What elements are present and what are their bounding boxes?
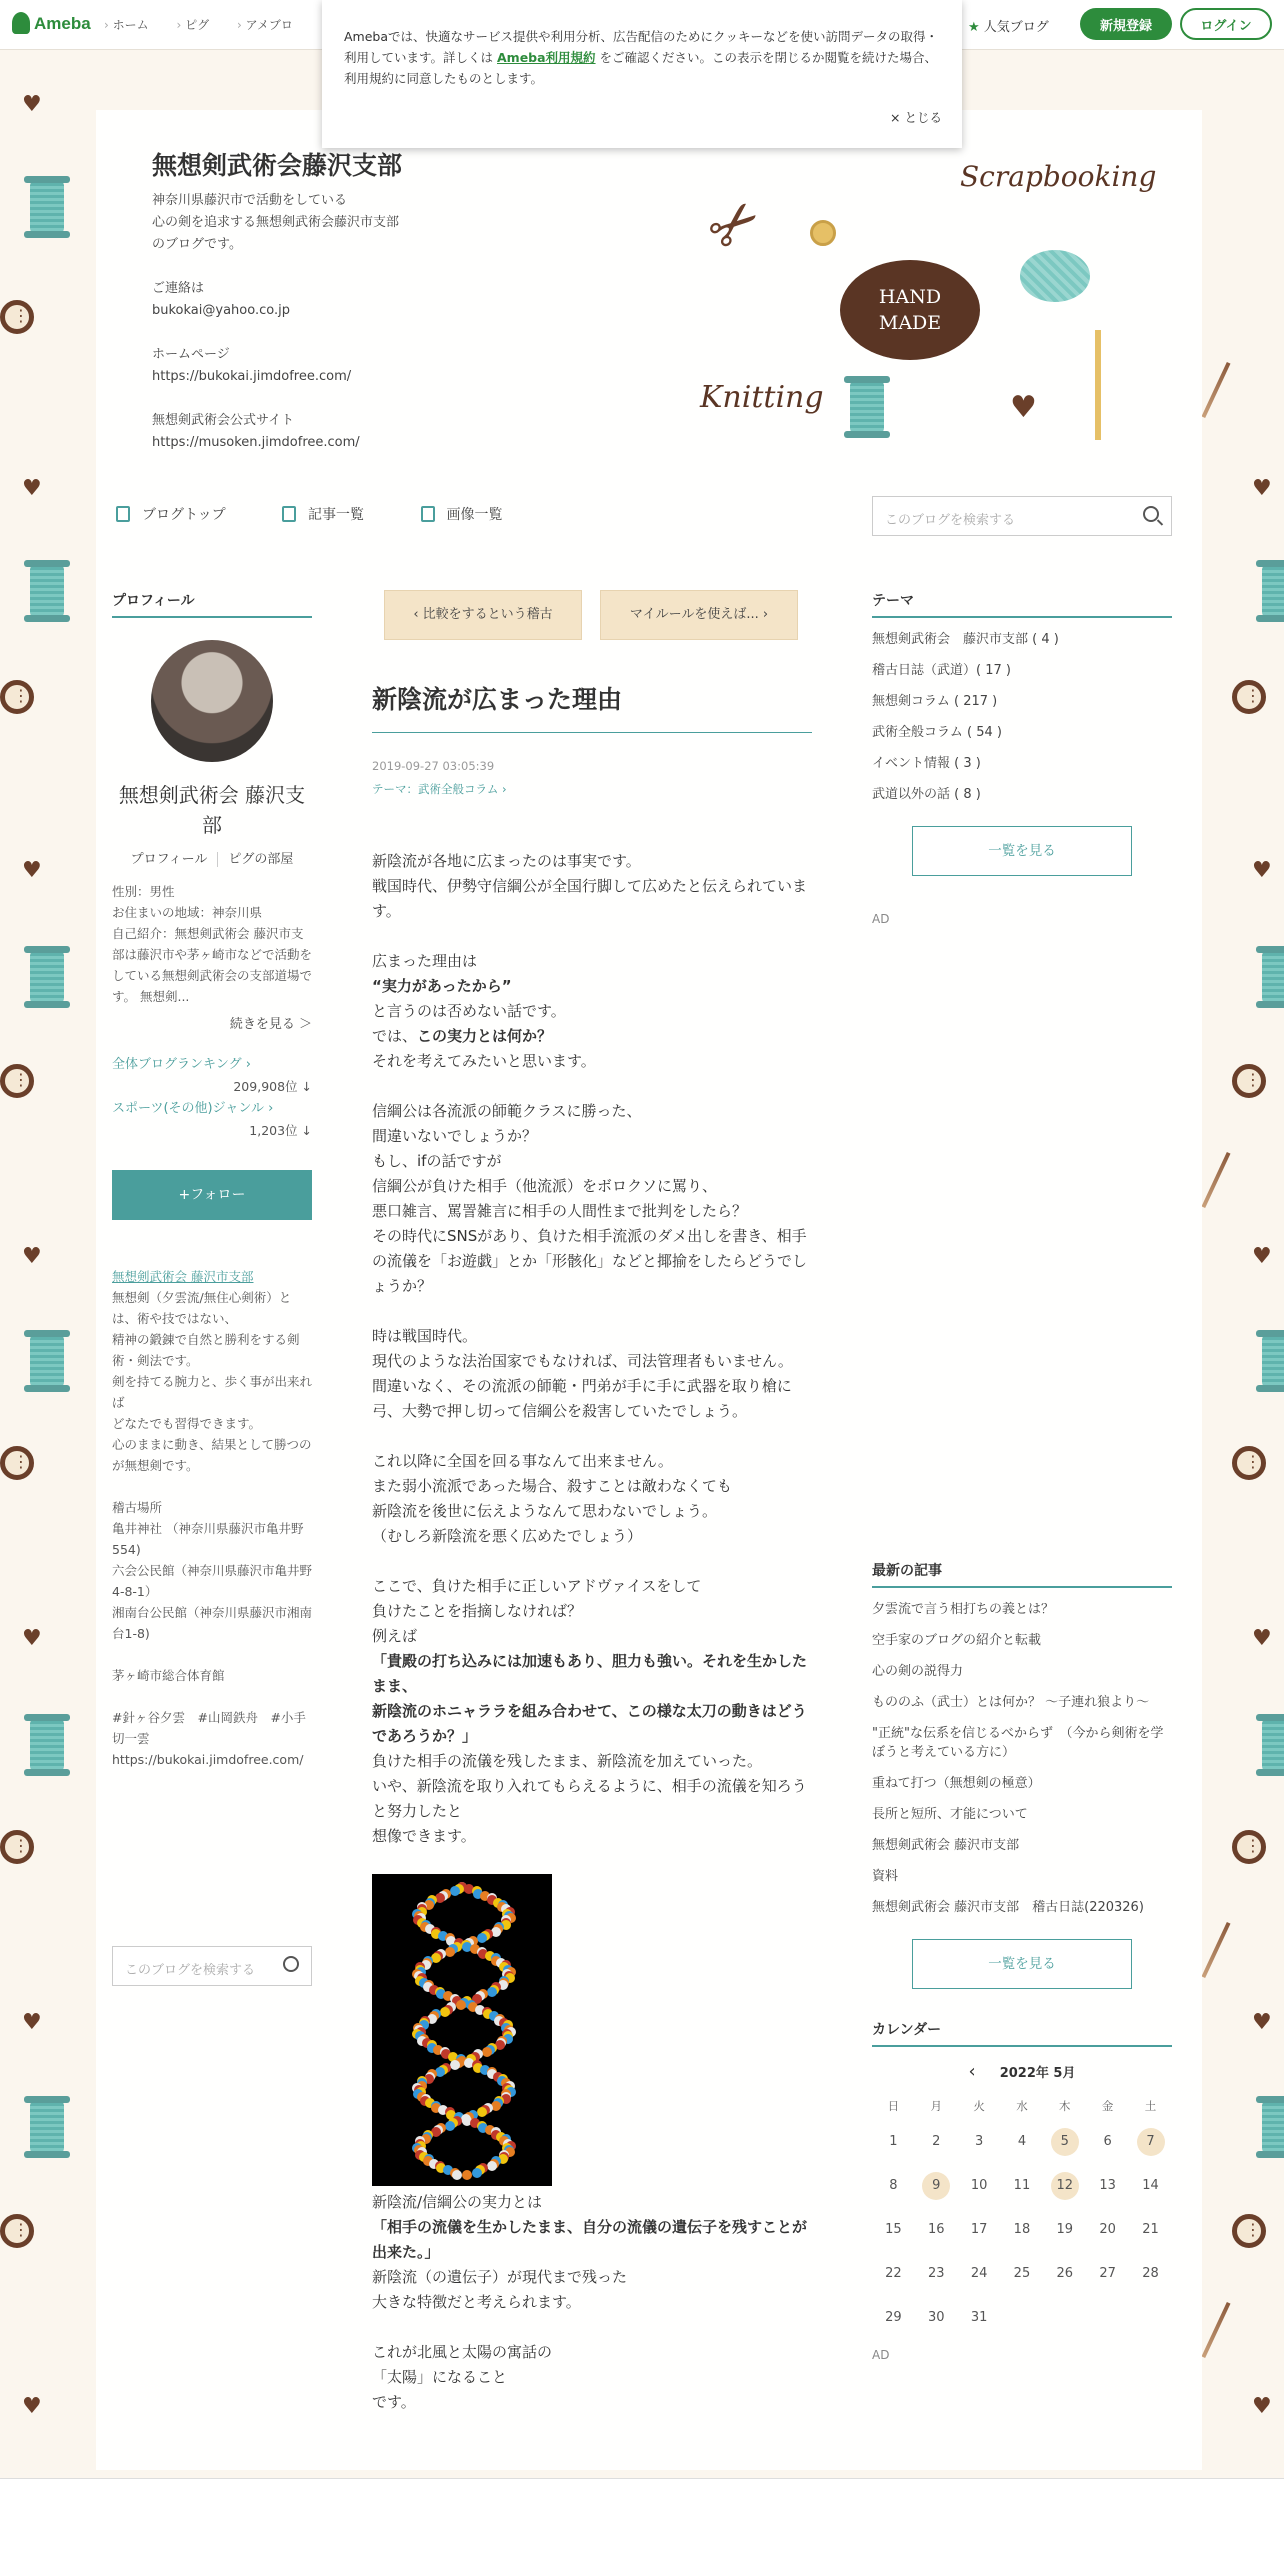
- article-body: [372, 849, 812, 2415]
- dna-atom: [487, 1987, 497, 1997]
- read-more-link[interactable]: 続きを見る ＞: [229, 1017, 312, 1032]
- text: 広まった理由は: [372, 952, 478, 970]
- needle-icon: [1202, 1152, 1231, 1208]
- calendar-cell: [915, 2208, 958, 2252]
- calendar-day[interactable]: 5: [1051, 2128, 1079, 2156]
- calendar-day: 31: [970, 2310, 988, 2325]
- free-space: [112, 1266, 312, 1770]
- calendar-cell: [1086, 2164, 1129, 2208]
- follow-button[interactable]: +フォロー: [112, 1170, 312, 1220]
- calendar-day: 26: [1056, 2266, 1074, 2281]
- heart-icon: ♥: [1252, 2010, 1272, 2035]
- cookie-text-2: をご確認ください。この表示を閉じるか閲覧を続けた場合、利用規約に同意したものとします。: [344, 50, 938, 86]
- ad-label: AD: [872, 912, 890, 926]
- calendar-cell: [915, 2164, 958, 2208]
- calendar-day[interactable]: 12: [1051, 2172, 1079, 2200]
- article-list-link[interactable]: [282, 504, 364, 524]
- calendar-cell: [1129, 2120, 1172, 2164]
- calendar-day: 4: [1017, 2134, 1027, 2149]
- calendar-heading: カレンダー: [872, 2019, 1172, 2047]
- calendar-cell: [958, 2296, 1001, 2340]
- logo-text: Ameba: [34, 14, 91, 33]
- dna-atom: [472, 2168, 482, 2178]
- sewing-button-icon: [1232, 1064, 1266, 1098]
- sewing-button-icon: [0, 2214, 34, 2248]
- text: 新陰流/信綱公の実力とは: [372, 2193, 543, 2211]
- calendar-day: 16: [927, 2222, 945, 2237]
- scissors-icon: ✂: [693, 182, 777, 268]
- spool-icon: [30, 2100, 64, 2154]
- calendar-day: 8: [889, 2178, 898, 2193]
- blog-title[interactable]: 無想剣武術会藤沢支部: [152, 151, 403, 180]
- recent-item[interactable]: 空手家のブログの紹介と転載: [872, 1633, 1042, 1648]
- calendar-cell: [1086, 2296, 1129, 2340]
- recent-item[interactable]: 長所と短所、才能について: [872, 1807, 1028, 1822]
- dna-atom: [456, 2000, 466, 2010]
- calendar-day: 14: [1142, 2178, 1159, 2193]
- heart-icon: ♥: [22, 92, 42, 117]
- paragraph: 時は戦国時代。 現代のような法治国家でもなければ、司法管理者もいません。 間違いなく、その流派の師範・門弟が手に手に武器を取り槍に弓、大勢で押し切って信綱公を殺害していたでしょう。: [372, 1327, 793, 1420]
- chevron-left-icon: ‹: [413, 607, 423, 622]
- dna-atom: [482, 2047, 492, 2057]
- article-pager: [384, 590, 812, 640]
- calendar-day: 30: [927, 2310, 945, 2325]
- sidebar-search-placeholder: このブログを検索する: [125, 1963, 256, 1978]
- sewing-button-icon: [0, 300, 34, 334]
- calendar-cell: [872, 2164, 915, 2208]
- overall-ranking-link[interactable]: 全体ブログランキング ›: [112, 1057, 251, 1072]
- blog-nav: [116, 504, 555, 524]
- calendar-cell: [1086, 2252, 1129, 2296]
- scrapbooking-script: Scrapbooking: [960, 160, 1157, 193]
- sidebar-left: [112, 590, 312, 1770]
- calendar-cell: [958, 2120, 1001, 2164]
- calendar-day: 27: [1099, 2266, 1116, 2281]
- calendar-day[interactable]: 7: [1137, 2128, 1165, 2156]
- calendar-day: 11: [1013, 2178, 1031, 2193]
- emphasis: この実力とは何か？: [417, 1027, 553, 1045]
- month-label: 2022年 5月: [999, 2066, 1076, 2081]
- calendar-cell: [872, 2252, 915, 2296]
- recent-item[interactable]: もののふ（武士）とは何か？ ～子連れ狼より～: [872, 1695, 1150, 1710]
- genre-ranking-value: 1,203位 ↓: [249, 1123, 312, 1138]
- calendar-day: 2: [932, 2134, 941, 2149]
- cookie-close-button[interactable]: × とじる: [890, 110, 942, 125]
- calendar-day: 17: [970, 2222, 988, 2237]
- weekday-label: 月: [930, 2099, 943, 2113]
- theme-item[interactable]: 無想剣コラム ( 217 ): [872, 694, 998, 709]
- dna-atom: [477, 2107, 487, 2117]
- spool-icon: [30, 1718, 64, 1772]
- spool-icon: [1262, 2100, 1284, 2154]
- calendar-day: 20: [1099, 2222, 1116, 2237]
- header-illustration: [690, 150, 1157, 470]
- recent-item[interactable]: 重ねて打つ（無想剣の極意）: [872, 1776, 1041, 1791]
- weekday-label: 木: [1059, 2099, 1071, 2113]
- calendar-cell: [1043, 2252, 1086, 2296]
- profile-links: [112, 848, 312, 867]
- sewing-button-icon: [0, 1830, 34, 1864]
- recent-item[interactable]: 資料: [872, 1869, 899, 1884]
- heart-icon: ♥: [22, 2010, 42, 2035]
- search-icon[interactable]: [283, 1956, 299, 1972]
- calendar-cell: [1001, 2120, 1044, 2164]
- sewing-button-icon: [1232, 1830, 1266, 1864]
- calendar-day: 25: [1013, 2266, 1031, 2281]
- calendar-cell: [872, 2120, 915, 2164]
- calendar-day: 29: [885, 2310, 902, 2325]
- star-icon: ★: [968, 20, 980, 35]
- theme-item[interactable]: 武術全般コラム ( 54 ): [872, 725, 1002, 740]
- dna-atom: [440, 2007, 450, 2017]
- theme-item[interactable]: 武道以外の話 ( 8 ): [872, 787, 981, 802]
- calendar-day: 21: [1142, 2222, 1159, 2237]
- paragraph: これが北風と太陽の寓話の 「太陽」になること です。: [372, 2343, 553, 2411]
- weekday-label: 金: [1101, 2099, 1114, 2113]
- heart-icon: ♥: [1252, 1626, 1272, 1651]
- emphasis: “実力があったから”: [372, 977, 512, 995]
- sidebar-search-box[interactable]: [112, 1946, 312, 1986]
- calendar-cell: [1129, 2208, 1172, 2252]
- heart-icon: ♥: [22, 858, 42, 883]
- paragraph: [372, 1574, 812, 1849]
- genre-ranking-link[interactable]: スポーツ(その他)ジャンル ›: [112, 1101, 274, 1116]
- calendar-week: [872, 2252, 1172, 2296]
- spool-icon: [1262, 564, 1284, 618]
- footer: [0, 2479, 1284, 2568]
- cookie-notice: [322, 0, 962, 148]
- dna-atom: [487, 2161, 497, 2171]
- next-article-button[interactable]: [600, 590, 798, 640]
- spool-icon: [30, 1334, 64, 1388]
- document-icon: [116, 506, 130, 522]
- spool-icon: [30, 564, 64, 618]
- text: ここで、負けた相手に正しいアドヴァイスをして 負けたことを指摘しなければ？ 例えば: [372, 1577, 702, 1645]
- ranking: [112, 1054, 312, 1142]
- text: と言うのは否めない話です。 では、: [372, 1002, 566, 1045]
- calendar-cell: [1129, 2252, 1172, 2296]
- calendar-cell: [915, 2252, 958, 2296]
- dna-atom: [452, 2170, 462, 2180]
- next-article-label: マイルールを使えば...: [629, 607, 759, 622]
- dna-atom: [450, 2060, 460, 2070]
- handmade-text: HAND MADE: [878, 286, 942, 334]
- yarn-icon: [1020, 250, 1090, 302]
- heart-icon: ♥: [1252, 858, 1272, 883]
- knitting-script: Knitting: [700, 380, 824, 415]
- article-list-label: 記事一覧: [308, 507, 365, 523]
- needle-icon: [1202, 362, 1231, 418]
- paragraph: これ以降に全国を回る事なんて出来ません。 また弱小流派であった場合、殺すことは敵わなくても 新陰流を後世に伝えようなんて思わないでしょう。 （むしろ新陰流を悪く広めたでしょう）: [372, 1452, 732, 1545]
- ameba-logo-icon: [12, 12, 30, 34]
- calendar-day: 10: [970, 2178, 988, 2193]
- blog-search-box[interactable]: [872, 496, 1172, 536]
- dna-atom: [462, 2170, 472, 2180]
- theme-item[interactable]: 稽古日誌（武道）( 17 ): [872, 663, 1011, 678]
- nav-home[interactable]: › ホーム: [104, 18, 149, 32]
- calendar-cell: [1043, 2208, 1086, 2252]
- nav-pigg[interactable]: › ピグ: [176, 18, 209, 32]
- search-icon[interactable]: [1143, 506, 1159, 522]
- calendar-day: 3: [974, 2134, 984, 2149]
- calendar-cell: [958, 2164, 1001, 2208]
- weekday-label: 火: [973, 2099, 985, 2113]
- spool-icon: [30, 950, 64, 1004]
- paragraph: 信綱公は各流派の師範クラスに勝った、 間違いないでしょうか？ もし、ifの話ですが 信綱公が負けた相手（他流派）をボロクソに罵り、 悪口雑言、罵詈雑言に相手の人間性まで批判をしたら？ その時代にSNSがあり、負けた相手流派のダメ出しを書き、相手の流儀を「お遊戯」とか「形骸化」などと揶揄をしたらどうでしょうか？: [372, 1102, 808, 1295]
- popular-label: 人気ブログ: [983, 20, 1049, 35]
- heart-icon: ♥: [1010, 390, 1037, 425]
- calendar-cell: [1043, 2164, 1086, 2208]
- sewing-button-icon: [0, 1064, 34, 1098]
- calendar-week: [872, 2296, 1172, 2340]
- chevron-right-icon: ›: [758, 607, 769, 622]
- sewing-button-icon: [1232, 680, 1266, 714]
- avatar[interactable]: [151, 640, 273, 762]
- nav-ameblo[interactable]: › アメブロ: [237, 18, 293, 32]
- dna-atom: [445, 1947, 455, 1957]
- needle-icon: [1202, 1922, 1231, 1978]
- heart-icon: ♥: [1252, 1244, 1272, 1269]
- calendar-cell: [872, 2296, 915, 2340]
- calendar-day: 28: [1142, 2266, 1159, 2281]
- recent-item[interactable]: 無想剣武術会 藤沢市支部 稽古日誌(220326): [872, 1900, 1144, 1915]
- paragraph: [372, 949, 812, 1074]
- calendar-cell: [1043, 2120, 1086, 2164]
- weekday-label: 水: [1016, 2099, 1028, 2113]
- handmade-badge: [840, 260, 980, 360]
- profile-info: 性別：男性 お住まいの地域：神奈川県 自己紹介：無想剣武術会 藤沢市支部は藤沢市や茅ヶ崎市などで活動をしている無想剣武術会の支部道場です。 無想剣...: [112, 884, 313, 1004]
- heart-icon: ♥: [22, 1244, 42, 1269]
- heart-icon: ♥: [1252, 476, 1272, 501]
- chevron-left-icon[interactable]: ‹: [968, 2061, 976, 2082]
- sewing-button-icon: [1232, 2214, 1266, 2248]
- calendar-day: 1: [889, 2134, 898, 2149]
- calendar-cell: [915, 2120, 958, 2164]
- heart-icon: ♥: [22, 1626, 42, 1651]
- emphasis: 「貴殿の打ち込みには加速もあり、胆力も強い。それを生かしたまま、 新陰流のホニャララを組み合わせて、この様な太刀の動きはどうであろうか？」: [372, 1652, 808, 1745]
- calendar-day: 18: [1013, 2222, 1031, 2237]
- calendar-cell: [1086, 2120, 1129, 2164]
- calendar-week: [872, 2208, 1172, 2252]
- pencil-icon: [1095, 330, 1101, 440]
- calendar-day[interactable]: 9: [922, 2172, 950, 2200]
- ameba-logo[interactable]: [12, 12, 91, 34]
- dna-atom: [450, 1886, 460, 1896]
- blog-top-link[interactable]: [116, 504, 226, 524]
- spool-icon: [1262, 1718, 1284, 1772]
- sewing-button-icon: [0, 1446, 34, 1480]
- calendar-cell: [1001, 2208, 1044, 2252]
- recent-item[interactable]: 無想剣武術会 藤沢市支部: [872, 1838, 1020, 1853]
- recent-list: [872, 1594, 1172, 1923]
- heart-icon: ♥: [22, 2394, 42, 2419]
- calendar-cell: [915, 2296, 958, 2340]
- spool-icon: [850, 380, 884, 434]
- blog-description: 神奈川県藤沢市で活動をしている 心の剣を追求する無想剣武術会藤沢市支部 のブログです。 ご連絡は bukokai@yahoo.co.jp ホームページ https://bukokai.jimdofree.com/ 無想剣武術会公式サイト https://musoken.jimdofree.com/: [152, 193, 400, 450]
- theme-item[interactable]: 無想剣武術会 藤沢市支部 ( 4 ): [872, 632, 1059, 647]
- weekday-label: 土: [1144, 2099, 1157, 2113]
- calendar-day: 6: [1103, 2134, 1112, 2149]
- calendar-day: 22: [885, 2266, 902, 2281]
- text: 新陰流（の遺伝子）が現代まで残った 大きな特徴だと考えられます。: [372, 2268, 628, 2311]
- calendar-day: 13: [1099, 2178, 1116, 2193]
- text: 負けた相手の流儀を残したまま、新陰流を加えていった。 いや、新陰流を取り入れてもらえるように、相手の流儀を知ろうと努力したと 想像できます。: [372, 1752, 807, 1845]
- profile-name[interactable]: 無想剣武術会 藤沢支部: [118, 783, 306, 837]
- spool-icon: [1262, 1334, 1284, 1388]
- bio-link[interactable]: 無想剣武術会 藤沢市支部: [112, 1269, 254, 1284]
- calendar-cell: [1001, 2164, 1044, 2208]
- heart-icon: ♥: [1252, 2394, 1272, 2419]
- global-nav: [104, 16, 317, 33]
- calendar: [872, 2092, 1172, 2340]
- calendar-cell: [1086, 2208, 1129, 2252]
- signup-button[interactable]: 新規登録: [1080, 8, 1172, 40]
- image-list-label: 画像一覧: [446, 507, 503, 523]
- login-button[interactable]: ログイン: [1180, 8, 1272, 40]
- calendar-day: 23: [927, 2266, 945, 2281]
- needle-icon: [1202, 2302, 1231, 2358]
- theme-heading: テーマ: [872, 590, 1172, 618]
- article: [372, 590, 812, 2440]
- calendar-day: 19: [1056, 2222, 1074, 2237]
- profile-link[interactable]: プロフィール: [130, 852, 208, 867]
- sewing-button-icon: [0, 680, 34, 714]
- spool-icon: [1262, 950, 1284, 1004]
- prev-article-label: 比較をするという稽古: [422, 607, 553, 622]
- article-title[interactable]: 新陰流が広まった理由: [372, 680, 812, 733]
- sewing-button-icon: [1232, 1446, 1266, 1480]
- paragraph: 新陰流が各地に広まったのは事実です。 戦国時代、伊勢守信綱公が全国行脚して広めたと伝えられています。: [372, 852, 808, 920]
- recent-item[interactable]: 心の剣の説得力: [872, 1664, 964, 1679]
- search-placeholder: このブログを検索する: [885, 513, 1016, 528]
- copy-icon: [282, 506, 296, 522]
- theme-list: [872, 624, 1172, 810]
- profile-heading: プロフィール: [112, 590, 312, 618]
- sidebar-right: [872, 590, 1172, 2362]
- dna-atom: [477, 1933, 487, 1943]
- paragraph: [372, 2190, 812, 2315]
- calendar-cell: [1001, 2252, 1044, 2296]
- recent-see-all-button[interactable]: 一覧を見る: [912, 1939, 1132, 1989]
- emphasis: 「相手の流儀を生かしたまま、自分の流儀の遺伝子を残すことが出来た。」: [372, 2218, 808, 2261]
- calendar-month: [872, 2061, 1172, 2082]
- calendar-cell: [1129, 2164, 1172, 2208]
- recent-heading: 最新の記事: [872, 1560, 1172, 1588]
- article-date: 2019-09-27 03:05:39: [372, 759, 495, 773]
- heart-icon: ♥: [22, 476, 42, 501]
- calendar-cell: [1043, 2296, 1086, 2340]
- calendar-cell: [1129, 2296, 1172, 2340]
- image-list-link[interactable]: [421, 504, 503, 524]
- calendar-day: 24: [970, 2266, 988, 2281]
- theme-item[interactable]: イベント情報 ( 3 ): [872, 756, 981, 771]
- calendar-cell: [872, 2208, 915, 2252]
- button-icon: [810, 220, 836, 246]
- pigg-room-link[interactable]: ピグの部屋: [217, 852, 293, 867]
- spool-icon: [30, 180, 64, 234]
- ad-label: AD: [872, 2348, 890, 2362]
- cookie-text-1: Amebaでは、快適なサービス提供や利用分析、広告配信のためにクッキーなどを使い訪問データの取得・利用しています。詳しくは: [344, 29, 939, 65]
- popular-blogs-link[interactable]: [968, 16, 1049, 35]
- calendar-cell: [958, 2208, 1001, 2252]
- dna-image[interactable]: [372, 1874, 552, 2186]
- theme-see-all-button[interactable]: 一覧を見る: [912, 826, 1132, 876]
- calendar-week: [872, 2120, 1172, 2164]
- overall-ranking-value: 209,908位 ↓: [233, 1079, 312, 1094]
- weekday-label: 日: [887, 2099, 900, 2113]
- blog-top-label: ブログトップ: [142, 507, 226, 523]
- prev-article-button[interactable]: [384, 590, 582, 640]
- terms-link[interactable]: Ameba利用規約: [497, 50, 596, 65]
- text: それを考えてみたいと思います。: [372, 1052, 596, 1070]
- calendar-day: 15: [885, 2222, 902, 2237]
- recent-item[interactable]: 夕雲流で言う相打ちの義とは？: [872, 1602, 1055, 1617]
- camera-icon: [421, 506, 435, 522]
- calendar-cell: [958, 2252, 1001, 2296]
- calendar-cell: [1001, 2296, 1044, 2340]
- bio-text: 無想剣（夕雲流/無住心剣術）とは、術や技ではない、 精神の鍛錬で自然と勝利をする剣術・剣法です。 剣を持てる腕力と、歩く事が出来れば どなたでも習得できます。 心のままに動き、結果として勝つのが無想剣です。 稽古場所 亀井神社 （神奈川県藤沢市亀井野554) 六会公民館（神奈川県藤沢市亀井野4-8-1） 湘南台公民館（神奈川県藤沢市湘南台1-8) 茅ヶ崎市総合体育館 #針ヶ谷夕雲 #山岡鉄舟 #小手切一雲 https://bukokai.jimdofree.com/: [112, 1290, 313, 1767]
- article-theme-link[interactable]: テーマ：武術全般コラム ›: [372, 782, 507, 796]
- calendar-week: [872, 2164, 1172, 2208]
- recent-item[interactable]: "正統"な伝系を信じるべからず （今から剣術を学ぼうと考えている方に）: [872, 1726, 1164, 1760]
- dna-atom: [445, 2121, 455, 2131]
